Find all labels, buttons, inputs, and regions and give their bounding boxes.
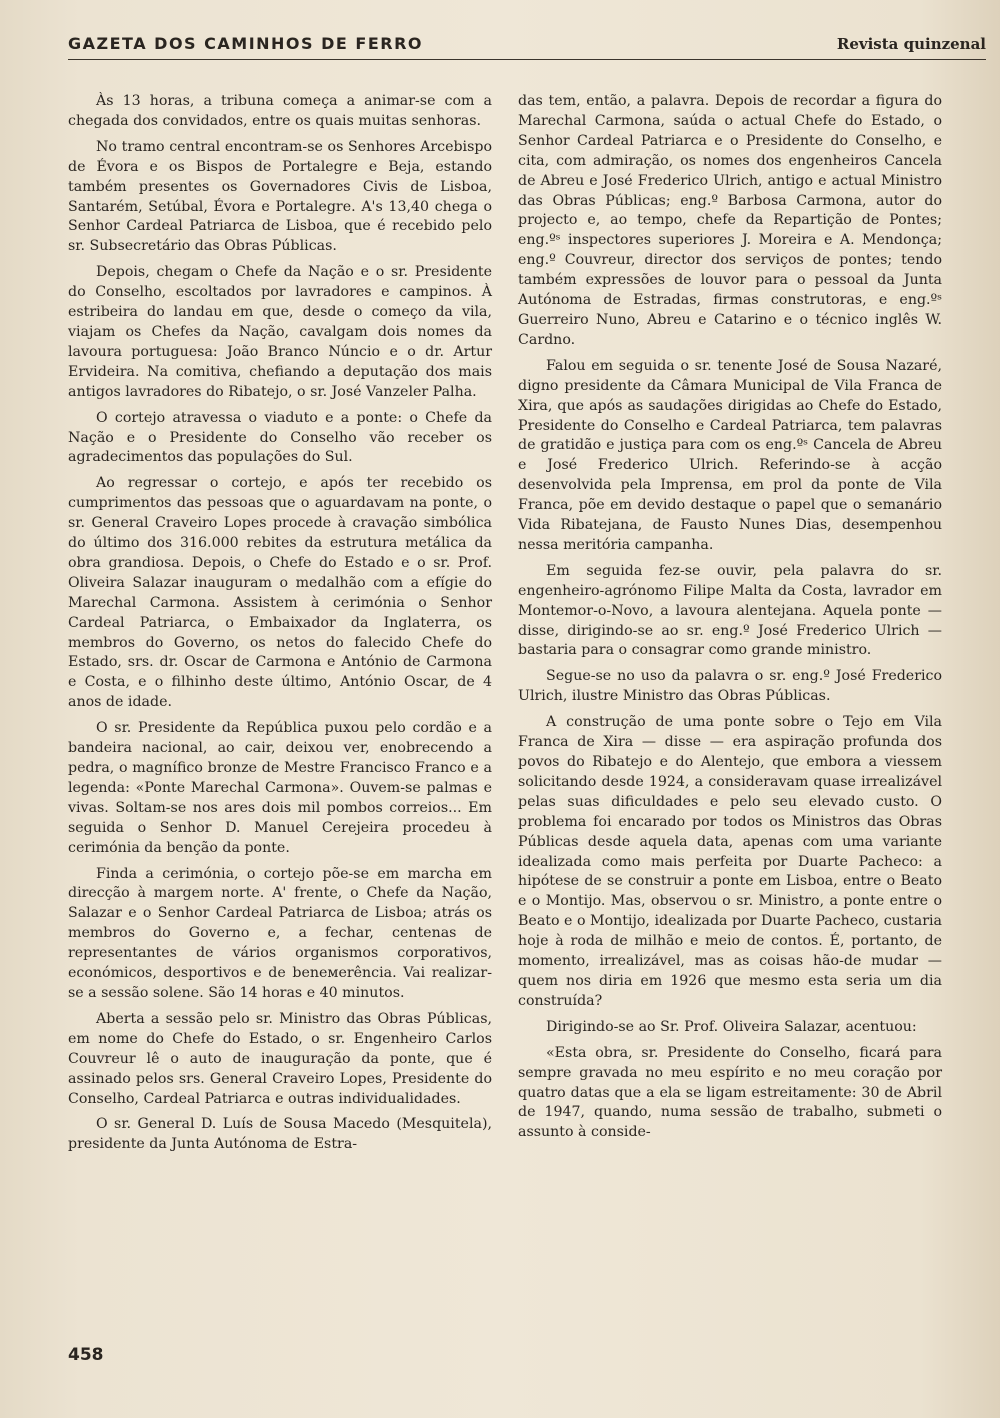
paragraph: A construção de uma ponte sobre o Tejo em Vila Franca de Xira — disse — era aspiração profunda dos povos do Ribatejo e do Alentejo, que embora a viessem solicitando desde 1924, a consideravam quase irrealizável pelas suas dificuldades e pelo seu elevado custo. O problema foi encarado por todos os Ministros das Obras Públicas desde aquela data, apenas com uma variante idealizada como mais perfeita por Duarte Pacheco: a hipótese de se construir a ponte em Lisboa, entre o Beato e o Montijo. Mas, observou o sr. Ministro, a ponte entre o Beato e o Montijo, idealizada por Duarte Pacheco, custaria hoje à roda de milhão e meio de contos. É, portanto, de momento, irrealizável, mas as coisas hão-de mudar — quem nos diria em 1926 que mesmo esta seria um dia construída?	[518, 714, 942, 1009]
paragraph: Falou em seguida o sr. tenente José de Sousa Nazaré, digno presidente da Câmara Municipal de Vila Franca de Xira, que após as saudações dirigidas ao Chefe do Estado, Presidente do Conselho e Cardeal Patriarca, tem palavras de gratidão e justiça para com os eng.ºˢ Cancela de Abreu e José Frederico Ulrich. Referindo-se à acção desenvolvida pela Imprensa, em prol da ponte de Vila Franca, põe em devido destaque o papel que o semanário Vida Ribatejana, de Fausto Nunes Dias, desempenhou nessa meritória campanha.	[518, 357, 942, 553]
paragraph: No tramo central encontram-se os Senhores Arcebispo de Évora e os Bispos de Portalegre e Beja, estando também presentes os Governadores Civis de Lisboa, Santarém, Setúbal, Évora e Portalegre. A's 13,40 chega o Senhor Cardeal Patriarca de Lisboa, que é recebido pelo sr. Subsecretário das Obras Públicas.	[68, 138, 492, 255]
paragraph: Finda a cerimónia, o cortejo põe-se em marcha em direcção à margem norte. A' frente, o Chefe da Nação, Salazar e o Senhor Cardeal Patriarca de Lisboa; atrás os membros do Governo e, a fechar, centenas de representantes de vários organismos corporativos, económicos, desportivos e de beneмerência. Vai realizar-se a sessão solene. São 14 horas e 40 minutos.	[68, 865, 492, 1001]
running-header	[68, 34, 986, 60]
article-body	[68, 92, 942, 1161]
paragraph: Dirigindo-se ao Sr. Prof. Oliveira Salazar, acentuou:	[546, 1018, 917, 1035]
journal-subtitle: Revista quinzenal	[836, 35, 986, 53]
paragraph: Em seguida fez-se ouvir, pela palavra do sr. engenheiro-agrónomo Filipe Malta da Costa, lavrador em Montemor-o-Novo, a lavoura alentejana. Aquela ponte — disse, dirigindo-se ao sr. eng.º José Frederico Ulrich — bastaria para o consagrar como grande ministro.	[518, 562, 942, 659]
right-column	[518, 92, 942, 1161]
page-number: 458	[68, 1345, 104, 1365]
paragraph: O cortejo atravessa o viaduto e a ponte: o Chefe da Nação e o Presidente do Conselho vão receber os agradecimentos das populações do Sul.	[68, 409, 492, 466]
paragraph: Depois, chegam o Chefe da Nação e o sr. Presidente do Conselho, escoltados por lavradores e campinos. À estribeira do landau em que, desde o começo da vila, viajam os Chefes da Nação, cavalgam dois nomes da lavoura portuguesa: João Branco Núncio e o dr. Artur Ervideira. Na comitiva, chefiando a deputação dos mais antigos lavradores do Ribatejo, o sr. José Vanzeler Palha.	[68, 264, 492, 400]
paragraph: Segue-se no uso da palavra o sr. eng.º José Frederico Ulrich, ilustre Ministro das Obras Públicas.	[518, 668, 942, 705]
left-column	[68, 92, 492, 1161]
paragraph: O sr. General D. Luís de Sousa Macedo (Mesquitela), presidente da Junta Autónoma de Estra-	[68, 1116, 492, 1153]
paragraph: das tem, então, a palavra. Depois de recordar a figura do Marechal Carmona, saúda o actual Chefe do Estado, o Senhor Cardeal Patriarca e o Presidente do Conselho, e cita, com admiração, os nomes dos engenheiros Cancela de Abreu e José Frederico Ulrich, antigo e actual Ministro das Obras Públicas; eng.º Barbosa Carmona, autor do projecto e, ao tempo, chefe da Repartição de Pontes; eng.ºˢ inspectores superiores J. Moreira e A. Mendonça; eng.º Couvreur, director dos serviços de pontes; tendo também expressões de louvor para o pessoal da Junta Autónoma de Estradas, firmas construtoras, e eng.ºˢ Guerreiro Nuno, Abreu e Catarino e o técnico inglês W. Cardno.	[518, 93, 942, 348]
paragraph: O sr. Presidente da República puxou pelo cordão e a bandeira nacional, ao cair, deixou ver, enobrecendo a pedra, o magnífico bronze de Mestre Francisco Franco e a legenda: «Ponte Marechal Carmona». Ouvem-se palmas e vivas. Soltam-se nos ares dois mil pombos correios... Em seguida o Senhor D. Manuel Cerejeira procedeu à cerimónia da benção da ponte.	[68, 720, 492, 856]
paragraph: Ao regressar o cortejo, e após ter recebido os cumprimentos das pessoas que o aguardavam na ponte, o sr. General Craveiro Lopes procede à cravação simbólica do último dos 316.000 rebites da estrutura metálica da obra grandiosa. Depois, o Chefe do Estado e o sr. Prof. Oliveira Salazar inauguram o medalhão com a efígie do Marechal Carmona. Assistem à cerimónia o Senhor Cardeal Patriarca, o Embaixador da Inglaterra, os membros do Governo, os netos do falecido Chefe do Estado, srs. dr. Oscar de Carmona e António de Carmona e Costa, e o filhinho deste último, António Oscar, de 4 anos de idade.	[68, 475, 492, 711]
journal-title: GAZETA DOS CAMINHOS DE FERRO	[68, 34, 424, 53]
paragraph: Aberta a sessão pelo sr. Ministro das Obras Públicas, em nome do Chefe do Estado, o sr. Engenheiro Carlos Couvreur lê o auto de inauguração da ponte, que é assinado pelos srs. General Craveiro Lopes, Presidente do Conselho, Cardeal Patriarca e outras individualidades.	[68, 1010, 492, 1107]
paragraph: Às 13 horas, a tribuna começa a animar-se com a chegada dos convidados, entre os quais muitas senhoras.	[68, 93, 492, 129]
paragraph: «Esta obra, sr. Presidente do Conselho, ficará para sempre gravada no meu espírito e no meu coração por quatro datas que a ela se ligam estreitamente: 30 de Abril de 1947, quando, numa sessão de trabalho, submeti o assunto à conside-	[518, 1044, 942, 1141]
